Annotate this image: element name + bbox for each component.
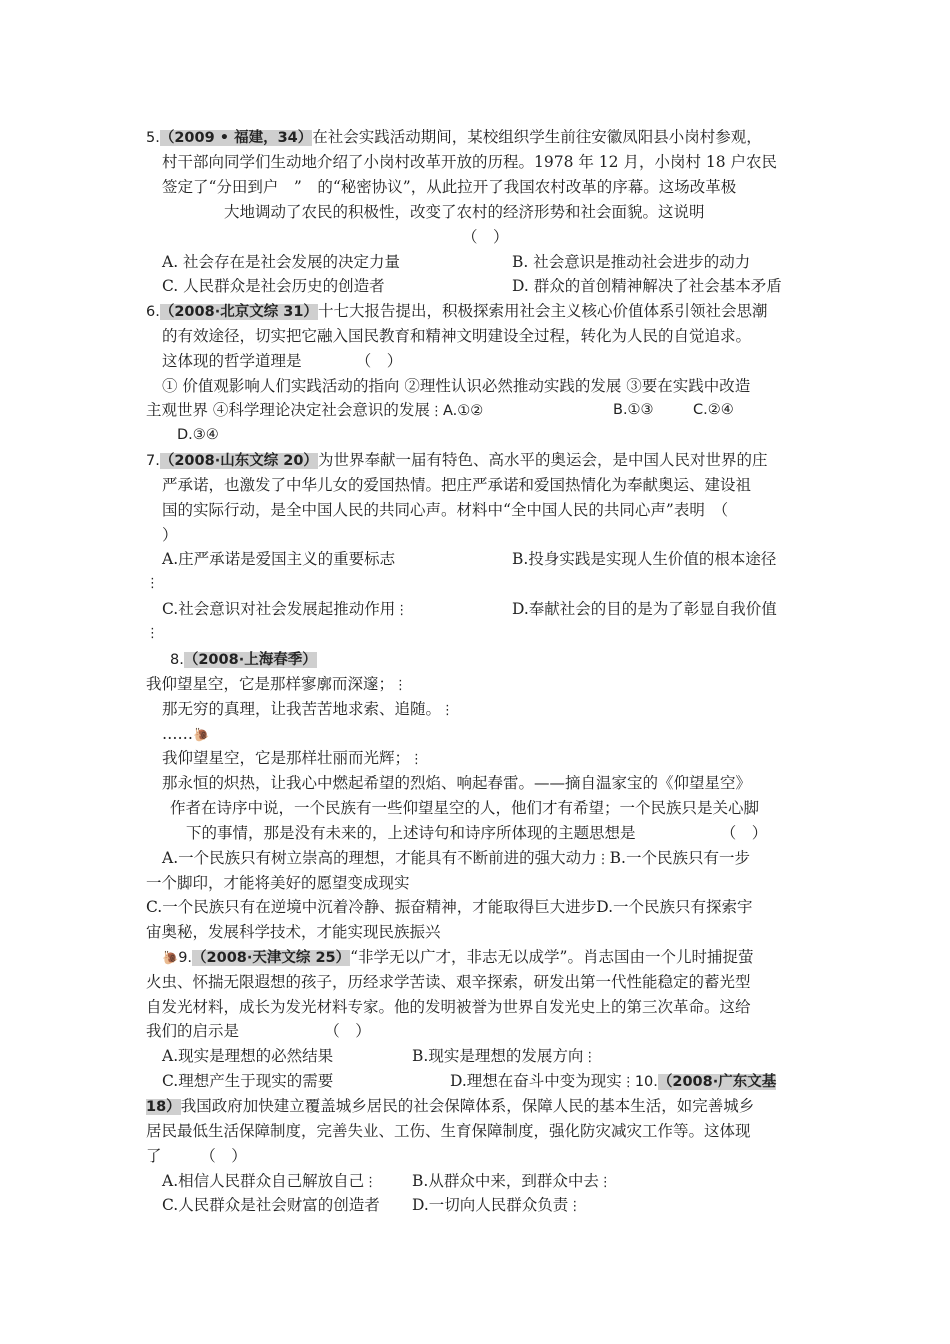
q5-source: （2009 • 福建，34） bbox=[159, 130, 313, 146]
q8-poem-4-text: 我仰望星空，它是那样壮丽而光辉； bbox=[162, 749, 411, 767]
q8-poem-2 bbox=[162, 698, 454, 722]
colon-mark: ⋮ bbox=[596, 852, 610, 867]
snail-icon: 🐌 bbox=[193, 728, 210, 743]
q8-option-a-line bbox=[162, 847, 750, 871]
q5-stem-1: 在社会实践活动期间，某校组织学生前往安徽凤阳县小岗村参观， bbox=[312, 128, 762, 146]
q8-poem-1-text: 我仰望星空，它是那样寥廓而深邃； bbox=[146, 675, 395, 693]
q7-stem-1: 为世界奉献一届有特色、高水平的奥运会，是中国人民对世界的庄 bbox=[317, 451, 768, 469]
q6-stem-5-text: 主观世界 ④科学理论决定社会意识的发展 bbox=[146, 401, 430, 419]
q8-poem-3-text: …… bbox=[162, 725, 193, 743]
q9-option-b: B.现实是理想的发展方向 bbox=[412, 1047, 584, 1065]
q5-stem-2: 村干部向同学们生动地介绍了小岗村改革开放的历程。1978 年 12 月，小岗村 18 户农民 bbox=[162, 153, 778, 171]
q7-source: （2008·山东文综 20） bbox=[159, 453, 318, 469]
q7-option-c-line bbox=[162, 598, 408, 622]
q8-option-a: A.一个民族只有树立崇高的理想，才能具有不断前进的强大动力 bbox=[162, 849, 597, 867]
q6-option-d: D.③④ bbox=[177, 427, 219, 443]
q7-option-a: A.庄严承诺是爱国主义的重要标志 bbox=[162, 550, 396, 568]
q10-number: 10. bbox=[634, 1074, 658, 1090]
q9-stem-3: 自发光材料，成长为发光材料专家。他的发明被誉为世界自发光史上的第三次革命。这给 bbox=[146, 998, 751, 1016]
q10-option-b-line bbox=[412, 1170, 612, 1194]
q6-number: 6. bbox=[146, 304, 160, 320]
q6-stem-4: ① 价值观影响人们实践活动的指向 ②理性认识必然推动实践的发展 ③要在实践中改造 bbox=[162, 377, 751, 395]
q7-line1 bbox=[146, 449, 767, 472]
colon-mark: ⋮ bbox=[146, 626, 159, 641]
q5-answer-paren: （ ） bbox=[462, 228, 509, 246]
q10-option-d-line bbox=[412, 1194, 581, 1218]
q7-stem-4: ） bbox=[162, 526, 178, 544]
q6-stem-5 bbox=[146, 399, 483, 423]
q8-stem-2: 下的事情，那是没有未来的，上述诗句和诗序所体现的主题思想是 （ ） bbox=[186, 824, 768, 842]
q8-poem-4 bbox=[162, 747, 423, 771]
q10-stem-3: 了 （ ） bbox=[146, 1147, 247, 1165]
q6-stem-1: 十七大报告提出，积极探索用社会主义核心价值体系引领社会思潮 bbox=[317, 302, 768, 320]
q10-line1 bbox=[146, 1095, 754, 1118]
q5-number: 5. bbox=[146, 130, 160, 146]
q9-option-c: C.理想产生于现实的需要 bbox=[162, 1072, 334, 1090]
q6-option-b: B.①③ bbox=[613, 402, 654, 418]
q5-stem-4: 大地调动了农民的积极性，改变了农村的经济形势和社会面貌。这说明 bbox=[224, 203, 705, 221]
colon-mark: ⋮ bbox=[441, 703, 455, 718]
q8-poem-1 bbox=[146, 673, 407, 697]
q5-option-a: A. 社会存在是社会发展的决定力量 bbox=[162, 253, 401, 271]
colon-mark: ⋮ bbox=[621, 1075, 635, 1090]
q5-option-b: B. 社会意识是推动社会进步的动力 bbox=[512, 253, 751, 271]
q8-option-b-cont: 一个脚印，才能将美好的愿望变成现实 bbox=[146, 874, 410, 892]
colon-mark: ⋮ bbox=[583, 1050, 597, 1065]
colon-mark: ⋮ bbox=[598, 1175, 612, 1190]
q9-stem-2: 火虫、怀揣无限遐想的孩子，历经求学苦读、艰辛探索，研发出第一代性能稳定的蓄光型 bbox=[146, 973, 751, 991]
q5-line1 bbox=[146, 126, 762, 149]
colon-mark: ⋮ bbox=[394, 678, 408, 693]
q6-stem-3: 这体现的哲学道理是 （ ） bbox=[162, 352, 403, 370]
q8-option-d-cont: 宙奥秘，发展科学技术，才能实现民族振兴 bbox=[146, 923, 441, 941]
q6-option-a: A.①② bbox=[442, 403, 484, 419]
q8-option-c-line bbox=[146, 896, 753, 918]
q9-number: 9. bbox=[178, 950, 193, 966]
q9-source: （2008·天津文综 25） bbox=[192, 950, 351, 966]
q6-line1 bbox=[146, 300, 767, 323]
q8-line1 bbox=[170, 648, 317, 671]
q10-stem-1: 我国政府加快建立覆盖城乡居民的社会保障体系，保障人民的基本生活，如完善城乡 bbox=[180, 1097, 755, 1115]
q10-option-c: C.人民群众是社会财富的创造者 bbox=[162, 1196, 380, 1214]
q9-option-d-line bbox=[450, 1070, 776, 1094]
q10-stem-2: 居民最低生活保障制度，完善失业、工伤、生育保障制度，强化防灾减灾工作等。这体现 bbox=[146, 1122, 751, 1140]
q10-option-d: D.一切向人民群众负责 bbox=[412, 1196, 569, 1214]
q10-option-b: B.从群众中来，到群众中去 bbox=[412, 1172, 599, 1190]
q8-option-b: B.一个民族只有一步 bbox=[609, 849, 750, 867]
q10-option-a: A.相信人民群众自己解放自己 bbox=[162, 1172, 365, 1190]
q8-source: （2008·上海春季） bbox=[183, 652, 317, 668]
q8-poem-5: 那永恒的炽热，让我心中燃起希望的烈焰、响起春雷。——摘自温家宝的《仰望星空》 bbox=[162, 774, 752, 792]
q10-source-2: 18） bbox=[146, 1099, 181, 1115]
q8-number: 8. bbox=[170, 652, 184, 668]
colon-mark: ⋮ bbox=[364, 1175, 378, 1190]
colon-mark: ⋮ bbox=[429, 404, 443, 419]
q7-number: 7. bbox=[146, 453, 160, 469]
colon-mark: ⋮ bbox=[410, 752, 424, 767]
snail-icon: 🐌 bbox=[162, 951, 179, 966]
colon-mark: ⋮ bbox=[568, 1199, 582, 1214]
q9-stem-4: 我们的启示是 （ ） bbox=[146, 1022, 371, 1040]
q7-option-d: D.奉献社会的目的是为了彰显自我价值 bbox=[512, 600, 777, 618]
q9-option-a: A.现实是理想的必然结果 bbox=[162, 1047, 334, 1065]
q5-option-d: D. 群众的首创精神解决了社会基本矛盾 bbox=[512, 277, 782, 295]
q10-source-1: （2008·广东文基 bbox=[657, 1074, 777, 1090]
q9-stem-1: “非学无以广才，非志无以成学”。肖志国由一个儿时捕捉萤 bbox=[350, 948, 754, 966]
q7-option-c: C.社会意识对社会发展起推动作用 bbox=[162, 600, 396, 618]
q10-option-a-line bbox=[162, 1170, 377, 1194]
q6-source: （2008·北京文综 31） bbox=[159, 304, 318, 320]
q8-option-c: C.一个民族只有在逆境中沉着冷静、振奋精神，才能取得巨大进步 bbox=[146, 898, 597, 916]
q8-poem-3 bbox=[162, 723, 209, 747]
colon-mark: ⋮ bbox=[146, 576, 159, 591]
q8-option-d: D.一个民族只有探索宇 bbox=[596, 898, 753, 916]
q9-option-d: D.理想在奋斗中变为现实 bbox=[450, 1072, 622, 1090]
q9-option-b-line bbox=[412, 1045, 596, 1069]
q5-stem-3: 签定了“分田到户 ” 的“秘密协议”，从此拉开了我国农村改革的序幕。这场改革极 bbox=[162, 178, 737, 196]
q5-option-c: C. 人民群众是社会历史的创造者 bbox=[162, 277, 385, 295]
q7-stem-2: 严承诺，也激发了中华儿女的爱国热情。把庄严承诺和爱国热情化为奉献奥运、建设祖 bbox=[162, 476, 752, 494]
q9-line1 bbox=[162, 946, 753, 970]
q8-stem-1: 作者在诗序中说，一个民族有一些仰望星空的人，他们才有希望；一个民族只是关心脚 bbox=[170, 799, 760, 817]
q6-stem-2: 的有效途径，切实把它融入国民教育和精神文明建设全过程，转化为人民的自觉追求。 bbox=[162, 327, 752, 345]
colon-mark: ⋮ bbox=[395, 603, 409, 618]
q7-stem-3: 国的实际行动，是全中国人民的共同心声。材料中“全中国人民的共同心声”表明 （ bbox=[162, 501, 729, 519]
q6-option-c: C.②④ bbox=[693, 402, 734, 418]
q7-option-b: B.投身实践是实现人生价值的根本途径 bbox=[512, 550, 777, 568]
q8-poem-2-text: 那无穷的真理，让我苦苦地求索、追随。 bbox=[162, 700, 442, 718]
